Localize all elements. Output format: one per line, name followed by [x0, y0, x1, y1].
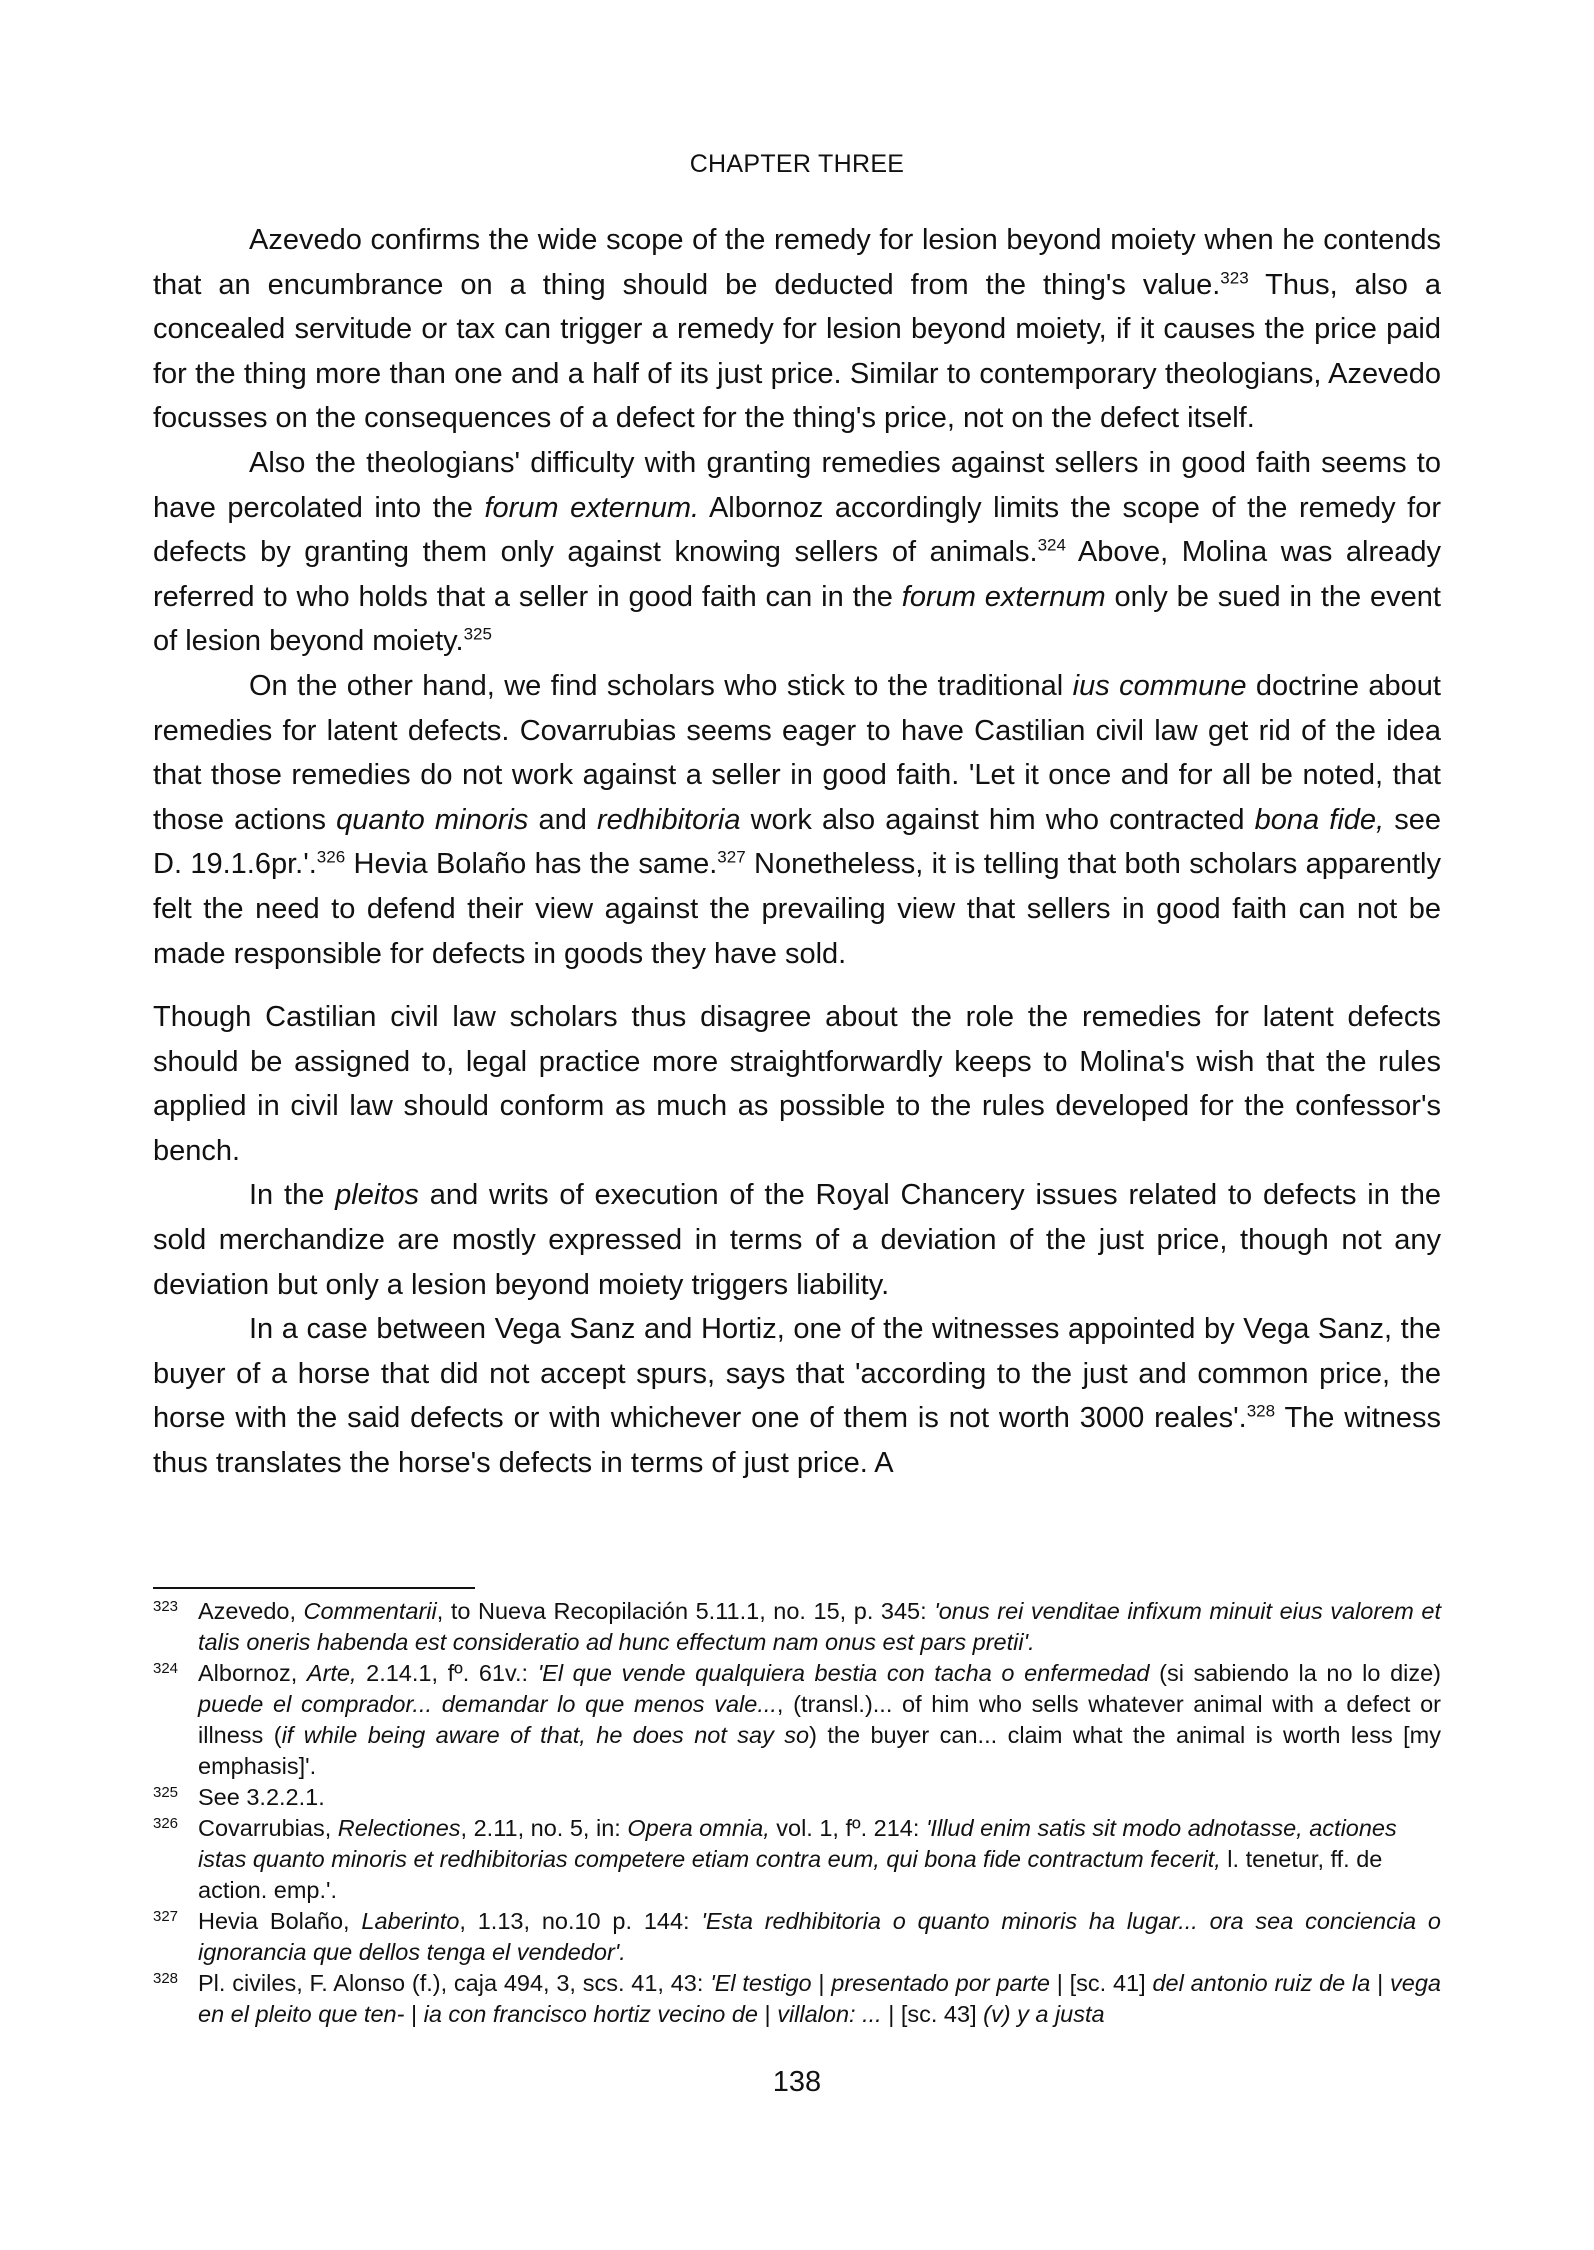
text-run: In a case between Vega Sanz and Hortiz, one of the witnesses appointed by Vega Sanz, the buyer of a horse that did not accept spurs, says that 'according to the just and common price, the horse with the said defects or with whichever one of them is not worth 3000 reales'. — [153, 1313, 1441, 1435]
italic-text: Laberinto — [361, 1908, 460, 1934]
paragraph — [153, 1173, 1441, 1307]
footnote-text — [198, 1782, 1441, 1813]
text-run: and — [528, 803, 597, 836]
text-run: vol. 1, fº. 214: — [769, 1815, 926, 1841]
italic-text: Commentarii — [303, 1598, 437, 1624]
text-run: Pl. civiles, F. Alonso (f.), caja 494, 3, scs. 41, 43: — [198, 1970, 711, 1996]
italic-text: 'El que vende qualquiera bestia con tacha o enfermedad — [537, 1660, 1150, 1686]
italic-text: 'onus rei venditae infixum minuit eius valorem et talis oneris habenda est consideratio ad hunc effectum nam onus est pars pretii'. — [198, 1598, 1441, 1655]
footnote-reference: 325 — [463, 624, 492, 644]
italic-text: if while being aware of that, he does not say so — [281, 1722, 810, 1748]
footnote — [153, 1906, 1441, 1968]
footnote-reference: 324 — [1037, 535, 1066, 555]
footnote-number: 325 — [153, 1784, 179, 1801]
text-run: Albornoz accordingly limits the scope of the remedy for defects by granting them only against knowing sellers of animals. — [153, 491, 1441, 569]
footnote — [153, 1658, 1441, 1782]
text-run: | — [758, 2001, 778, 2027]
body-text — [153, 218, 1441, 1486]
italic-text: presentado por parte — [831, 1970, 1050, 1996]
footnote-number: 328 — [153, 1970, 179, 1987]
text-run: Albornoz, — [198, 1660, 307, 1686]
italic-text: forum externum. — [484, 491, 700, 524]
footnote — [153, 1813, 1441, 1906]
footnote-text — [198, 1906, 1441, 1968]
text-run: | — [1370, 1970, 1390, 1996]
italic-text: del antonio ruiz de la — [1152, 1970, 1371, 1996]
text-run: Also the theologians' difficulty with granting remedies against sellers in good faith seems to have percolated into the — [153, 446, 1441, 524]
footnotes — [153, 1596, 1441, 2030]
italic-text: villalon: ... — [777, 2001, 882, 2027]
text-run: | [sc. 43] — [881, 2001, 984, 2027]
italic-text: puede el comprador... demandar lo que menos vale... — [198, 1691, 777, 1717]
text-run: (si sabiendo la no lo dize) — [1149, 1660, 1442, 1686]
text-run: work also against him who contracted — [740, 803, 1255, 836]
text-run: doctrine about remedies for latent defects. Covarrubias seems eager to have Castilian civil law get rid of the idea that those remedies do not work against a seller in good faith. 'Let it once and for all be noted, that those actions — [153, 669, 1441, 836]
text-run: , to Nueva Recopilación 5.11.1, no. 15, p. 345: — [436, 1598, 935, 1624]
footnote-text — [198, 1813, 1441, 1906]
text-run: Above, Molina was already referred to who holds that a seller in good faith can in the — [153, 536, 1441, 613]
footnote-text — [198, 1968, 1441, 2030]
italic-text: redhibitoria — [597, 803, 741, 836]
footnote-separator — [153, 1587, 475, 1589]
text-run: See 3.2.2.1. — [198, 1784, 325, 1810]
running-header: CHAPTER THREE — [689, 150, 905, 178]
text-run: , 1.13, no.10 p. 144: — [459, 1908, 702, 1934]
paragraph — [153, 218, 1441, 441]
italic-text: bona fide, — [1254, 803, 1385, 836]
text-run: and writs of execution of the Royal Chancery issues related to defects in the sold merchandize are mostly expressed in terms of a deviation of the just price, though not any deviation but only a lesion beyond moiety triggers liability. — [153, 1179, 1441, 1301]
text-run: | — [811, 1970, 832, 1996]
text-run: Thus, also a concealed servitude or tax can trigger a remedy for lesion beyond moiety, if it causes the price paid for the thing more than one and a half of its just price. Similar to contemporary theologians, Azevedo focusses on the consequences of a defect for the thing's price, not on the defect itself. — [153, 268, 1441, 435]
paragraph — [153, 995, 1441, 1173]
footnote — [153, 1968, 1441, 2030]
paragraph — [153, 441, 1441, 664]
text-run: Azevedo confirms the wide scope of the remedy for lesion beyond moiety when he contends that an encumbrance on a thing should be deducted from the thing's value. — [153, 224, 1441, 301]
italic-text: ius commune — [1072, 669, 1247, 702]
text-run: see D. 19.1.6pr.'. — [153, 803, 1441, 881]
italic-text: Relectiones — [337, 1815, 461, 1841]
text-run: l. tenetur, ff. de action. emp.'. — [198, 1846, 1383, 1903]
text-run: | [sc. 41] — [1049, 1970, 1153, 1996]
text-run: | — [404, 2001, 424, 2027]
footnote-text — [198, 1596, 1441, 1658]
text-run: Covarrubias, — [198, 1815, 338, 1841]
footnote — [153, 1782, 1441, 1813]
italic-text: vega en el pleito que ten- — [198, 1970, 1441, 2027]
text-run: ) the buyer can... claim what the animal is worth less [my emphasis]'. — [198, 1722, 1441, 1779]
text-run: Azevedo, — [198, 1598, 304, 1624]
italic-text: forum externum — [901, 580, 1106, 613]
italic-text: 'El testigo — [710, 1970, 812, 1996]
footnote-number: 323 — [153, 1598, 179, 1615]
italic-text: quanto minoris — [336, 803, 529, 836]
text-run: 2.14.1, fº. 61v.: — [356, 1660, 538, 1686]
text-run: The witness thus translates the horse's defects in terms of just price. A — [153, 1402, 1442, 1480]
italic-text: 'Illud enim satis sit modo adnotasse, actiones istas quanto minoris et redhibitorias competere etiam contra eum, qui bona fide contractum fecerit, — [198, 1815, 1397, 1872]
footnote — [153, 1596, 1441, 1658]
page-number: 138 — [772, 2066, 822, 2098]
italic-text: ia con francisco hortiz vecino de — [423, 2001, 759, 2027]
italic-text: Arte, — [306, 1660, 357, 1686]
text-run: only be sued in the event of lesion beyond moiety. — [153, 580, 1441, 658]
italic-text: Opera omnia, — [627, 1815, 770, 1841]
text-run: Though Castilian civil law scholars thus disagree about the role the remedies for latent defects should be assigned to, legal practice more straightforwardly keeps to Molina's wish that the rules applied in civil law should conform as much as possible to the rules developed for the confessor's bench. — [153, 1001, 1441, 1167]
text-run: Hevia Bolaño, — [198, 1908, 362, 1934]
footnote-number: 324 — [153, 1660, 179, 1677]
footnote-number: 326 — [153, 1815, 179, 1832]
text-run: Nonetheless, it is telling that both scholars apparently felt the need to defend their view against the prevailing view that sellers in good faith can not be made responsible for defects in goods they have sold. — [153, 848, 1441, 970]
text-run: On the other hand, we find scholars who stick to the traditional — [249, 669, 1073, 702]
text-run: , 2.11, no. 5, in: — [460, 1815, 628, 1841]
italic-text: 'Esta redhibitoria o quanto minoris ha lugar... ora sea conciencia o ignorancia que dellos tenga el vendedor'. — [198, 1908, 1441, 1965]
footnote-reference: 327 — [717, 847, 746, 867]
text-run: Hevia Bolaño has the same. — [345, 848, 718, 881]
footnote-text — [198, 1658, 1441, 1782]
footnote-number: 327 — [153, 1908, 179, 1925]
footnote-reference: 326 — [316, 847, 346, 867]
footnote-reference: 323 — [1220, 267, 1249, 287]
paragraph — [153, 664, 1441, 976]
italic-text: (v) y a justa — [983, 2001, 1105, 2027]
italic-text: pleitos — [335, 1179, 419, 1212]
footnote-reference: 328 — [1246, 1401, 1276, 1421]
text-run: In the — [249, 1179, 336, 1212]
text-run: , (transl.)... of him who sells whatever animal with a defect or illness ( — [198, 1691, 1441, 1748]
paragraph — [153, 1307, 1441, 1485]
